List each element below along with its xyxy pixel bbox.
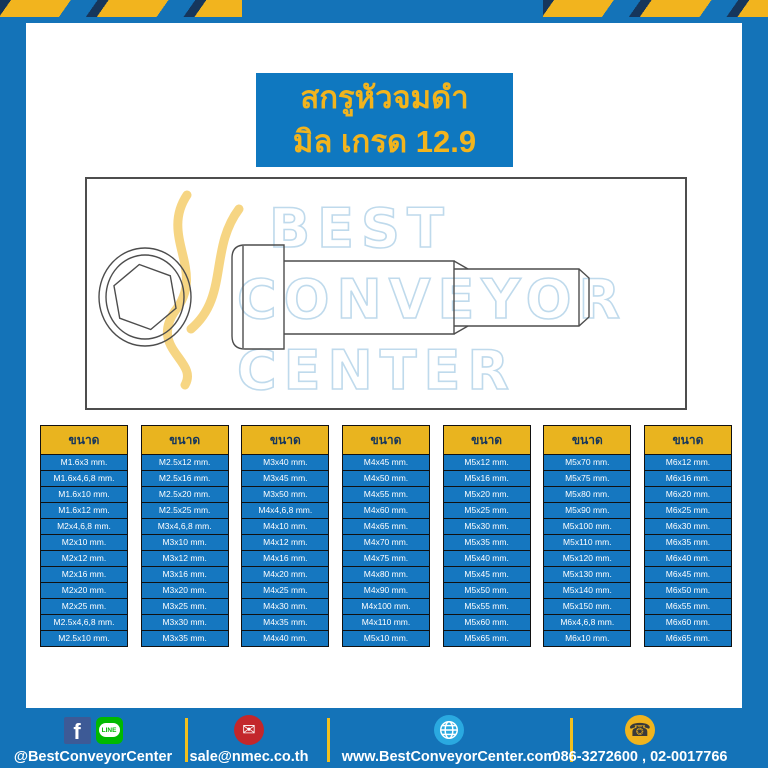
size-column-header: ขนาด [242,426,328,454]
product-title [256,73,513,167]
size-cell: M5x140 mm. [544,582,630,598]
size-cell: M6x30 mm. [645,518,731,534]
size-cell: M3x30 mm. [142,614,228,630]
size-cell: M3x50 mm. [242,486,328,502]
size-cell: M5x30 mm. [444,518,530,534]
size-cell: M4x25 mm. [242,582,328,598]
size-cell: M3x40 mm. [242,454,328,470]
size-cell: M4x80 mm. [343,566,429,582]
phone-numbers: 086-3272600 , 02-0017766 [552,749,728,765]
size-table-6 [543,425,631,647]
size-cell: M4x55 mm. [343,486,429,502]
size-cell: M5x80 mm. [544,486,630,502]
size-cell: M5x70 mm. [544,454,630,470]
size-cell: M4x75 mm. [343,550,429,566]
screw-shank [284,261,454,334]
size-cell: M3x35 mm. [142,630,228,646]
size-cell: M2x25 mm. [41,598,127,614]
size-cell: M6x45 mm. [645,566,731,582]
size-cell: M4x100 mm. [343,598,429,614]
size-cell: M3x4,6,8 mm. [142,518,228,534]
size-cell: M2.5x16 mm. [142,470,228,486]
size-cell: M4x20 mm. [242,566,328,582]
size-column-header: ขนาด [343,426,429,454]
line-icon-label: LINE [99,723,120,737]
size-cell: M2.5x4,6,8 mm. [41,614,127,630]
size-cell: M4x16 mm. [242,550,328,566]
email-section [168,713,330,765]
social-handle: @BestConveyorCenter [13,749,173,765]
size-cell: M1.6x3 mm. [41,454,127,470]
size-cell: M2x10 mm. [41,534,127,550]
size-cell: M5x110 mm. [544,534,630,550]
size-cell: M2.5x25 mm. [142,502,228,518]
size-cell: M2.5x10 mm. [41,630,127,646]
size-table-2 [141,425,229,647]
size-cell: M5x60 mm. [444,614,530,630]
phone-icon: ☎ [625,715,655,745]
size-cell: M5x100 mm. [544,518,630,534]
size-cell: M6x4,6,8 mm. [544,614,630,630]
size-table-3 [241,425,329,647]
size-cell: M2x4,6,8 mm. [41,518,127,534]
size-cell: M6x50 mm. [645,582,731,598]
screw-thread [454,269,589,326]
size-cell: M1.6x4,6,8 mm. [41,470,127,486]
size-column-header: ขนาด [544,426,630,454]
product-title-line2: มิล เกรด 12.9 [292,124,477,159]
size-cell: M3x12 mm. [142,550,228,566]
size-cell: M4x65 mm. [343,518,429,534]
size-cell: M4x50 mm. [343,470,429,486]
website-url: www.BestConveyorCenter.com [341,749,557,765]
size-column-header: ขนาด [444,426,530,454]
size-cell: M2.5x20 mm. [142,486,228,502]
size-cell: M4x12 mm. [242,534,328,550]
size-tables [40,425,732,647]
product-title-line1: สกรูหัวจมดำ [300,80,469,115]
size-cell: M5x50 mm. [444,582,530,598]
size-cell: M3x25 mm. [142,598,228,614]
size-cell: M4x4,6,8 mm. [242,502,328,518]
size-cell: M1.6x12 mm. [41,502,127,518]
size-cell: M5x55 mm. [444,598,530,614]
size-cell: M5x65 mm. [444,630,530,646]
size-cell: M2x16 mm. [41,566,127,582]
size-cell: M2x20 mm. [41,582,127,598]
size-cell: M4x110 mm. [343,614,429,630]
size-table-1 [40,425,128,647]
size-cell: M5x90 mm. [544,502,630,518]
size-cell: M5x150 mm. [544,598,630,614]
size-column-header: ขนาด [41,426,127,454]
size-cell: M6x10 mm. [544,630,630,646]
contact-footer [0,708,768,768]
size-cell: M5x16 mm. [444,470,530,486]
size-cell: M6x40 mm. [645,550,731,566]
size-cell: M5x10 mm. [343,630,429,646]
screw-drawing [87,179,685,408]
size-cell: M3x20 mm. [142,582,228,598]
size-cell: M6x20 mm. [645,486,731,502]
size-cell: M3x10 mm. [142,534,228,550]
facebook-icon: f [64,717,91,744]
size-cell: M5x75 mm. [544,470,630,486]
watermark-line1: BEST [269,197,451,260]
size-cell: M4x40 mm. [242,630,328,646]
globe-icon [434,715,464,745]
footer-divider-2 [327,718,330,762]
content-area [26,23,742,708]
size-table-4 [342,425,430,647]
screw-side-view [232,245,589,349]
size-table-5 [443,425,531,647]
caution-stripes-right [543,0,768,17]
size-column-header: ขนาด [142,426,228,454]
screw-head [232,245,284,349]
size-cell: M6x65 mm. [645,630,731,646]
screw-end-view [99,248,191,346]
size-cell: M6x55 mm. [645,598,731,614]
size-cell: M6x60 mm. [645,614,731,630]
size-cell: M4x35 mm. [242,614,328,630]
line-icon [96,717,123,744]
size-cell: M5x35 mm. [444,534,530,550]
size-cell: M5x130 mm. [544,566,630,582]
size-cell: M5x12 mm. [444,454,530,470]
social-section [7,713,179,765]
size-cell: M4x70 mm. [343,534,429,550]
size-cell: M5x120 mm. [544,550,630,566]
size-cell: M4x10 mm. [242,518,328,534]
mail-icon: ✉ [234,715,264,745]
size-cell: M6x12 mm. [645,454,731,470]
size-cell: M6x25 mm. [645,502,731,518]
size-cell: M6x16 mm. [645,470,731,486]
size-cell: M1.6x10 mm. [41,486,127,502]
size-cell: M3x16 mm. [142,566,228,582]
gold-logo-swoosh [167,195,239,385]
size-cell: M4x30 mm. [242,598,328,614]
size-cell: M2.5x12 mm. [142,454,228,470]
size-cell: M4x90 mm. [343,582,429,598]
size-cell: M3x45 mm. [242,470,328,486]
watermark-line3: CENTER [237,339,517,402]
size-cell: M2x12 mm. [41,550,127,566]
size-cell: M5x20 mm. [444,486,530,502]
size-cell: M6x35 mm. [645,534,731,550]
size-cell: M5x40 mm. [444,550,530,566]
email-address: sale@nmec.co.th [189,749,309,765]
size-cell: M5x45 mm. [444,566,530,582]
watermark-line2: CONVEYOR [237,268,628,331]
phone-section [517,713,763,765]
size-column-header: ขนาด [645,426,731,454]
caution-stripes-left [0,0,242,17]
size-table-7 [644,425,732,647]
size-cell: M4x45 mm. [343,454,429,470]
size-cell: M4x60 mm. [343,502,429,518]
size-cell: M5x25 mm. [444,502,530,518]
technical-drawing [85,177,687,410]
